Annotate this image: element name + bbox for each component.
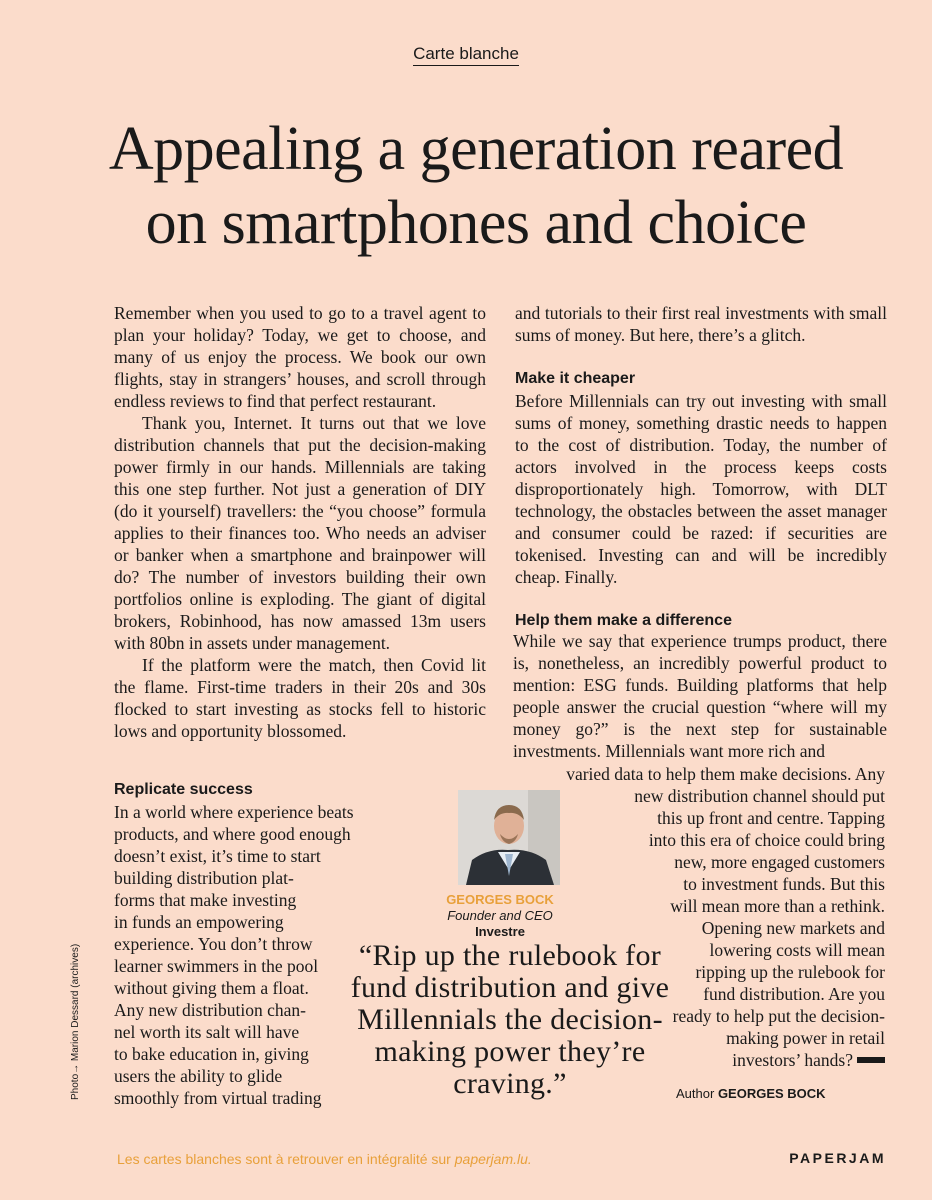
subhead-cheaper: Make it cheaper bbox=[515, 370, 636, 387]
footer-note-text: Les cartes blanches sont à retrouver en intégralité sur bbox=[117, 1151, 451, 1167]
subhead-replicate: Replicate success bbox=[114, 781, 253, 798]
footer-link[interactable]: paperjam.lu. bbox=[454, 1151, 532, 1167]
text-line: products, and where good enough bbox=[114, 824, 351, 844]
column-1 bbox=[114, 302, 486, 742]
text-line: building distribution plat- bbox=[114, 868, 294, 888]
brand-logo: PAPERJAM bbox=[789, 1150, 886, 1166]
portrait-image bbox=[458, 790, 560, 885]
text-line-content: ready to help put the decision- bbox=[672, 1006, 885, 1026]
column-1-wrap-text bbox=[114, 801, 354, 1109]
text-line-content: fund distribution. Are you bbox=[703, 984, 885, 1004]
text-line: to bake education in, giving bbox=[114, 1044, 309, 1064]
subhead-difference: Help them make a difference bbox=[515, 612, 732, 629]
pull-quote: “Rip up the rulebook for fund distribution and give Millennials the decision-making power they’re craving.” bbox=[350, 939, 670, 1100]
author-credit bbox=[676, 1086, 826, 1101]
byline-role: Founder and CEO bbox=[447, 908, 553, 923]
text-line: In a world where experience beats bbox=[114, 802, 354, 822]
author-credit-name: GEORGES BOCK bbox=[717, 1086, 826, 1101]
paragraph-internet: Thank you, Internet. It turns out that we love distribution channels that put the decision-making power firmly in our hands. Millennials are taking this one step further. Not just a generation of DIY (do it yourself) travellers: the “you choose” formula applies to their finances too. Who needs an adviser or banker when a smartphone and brainpower will do? The number of investors building their own portfolios online is exploding. The giant of digital brokers, Robinhood, has now amassed 13m users with 80bn in assets under management. bbox=[114, 413, 486, 653]
column-2 bbox=[515, 302, 887, 632]
text-line: learner swimmers in the pool bbox=[114, 956, 319, 976]
footer-note bbox=[117, 1151, 532, 1167]
text-line-content: new, more engaged customers bbox=[674, 852, 885, 872]
text-line: in funds an empowering bbox=[114, 912, 284, 932]
text-line: experience. You don’t throw bbox=[114, 934, 313, 954]
text-line-content: Opening new markets and bbox=[701, 918, 885, 938]
text-line-content: lowering costs will mean bbox=[709, 940, 885, 960]
byline-company: Investre bbox=[475, 924, 525, 939]
text-line-content: new distribution channel should put bbox=[634, 786, 885, 806]
text-line: nel worth its salt will have bbox=[114, 1022, 300, 1042]
text-line-content: making power in retail bbox=[726, 1028, 885, 1048]
text-line bbox=[500, 763, 885, 785]
text-line-content: will mean more than a rethink. bbox=[670, 896, 885, 916]
text-line: without giving them a float. bbox=[114, 978, 309, 998]
paragraph-esg: While we say that experience trumps product, there is, nonetheless, an incredibly powerful product to mention: ESG funds. Building platforms that help people answer the crucial question “where will my money go?” is the next step for sustainable investments. Millennials want more rich and bbox=[513, 631, 887, 761]
author-portrait bbox=[458, 790, 560, 885]
paragraph-tutorials: and tutorials to their first real investments with small sums of money. But here, there’s a glitch. bbox=[515, 303, 887, 345]
author-credit-prefix: Author bbox=[676, 1086, 715, 1101]
text-line: smoothly from virtual trading bbox=[114, 1088, 322, 1108]
text-line-content: varied data to help them make decisions. Any bbox=[566, 764, 885, 784]
author-byline bbox=[400, 892, 600, 940]
text-line: Any new distribution chan- bbox=[114, 1000, 306, 1020]
end-of-article-mark bbox=[857, 1057, 885, 1063]
photo-credit: Photo→ Marion Dessard (archives) bbox=[70, 943, 81, 1100]
headline-line-2: on smartphones and choice bbox=[145, 189, 807, 257]
text-line-content: ripping up the rulebook for bbox=[695, 962, 885, 982]
section-tag bbox=[0, 44, 932, 64]
paragraph-intro: Remember when you used to go to a travel agent to plan your holiday? Today, we get to choose, and many of us enjoy the process. We book our own flights, stay in strangers’ houses, and scroll through endless reviews to find that perfect restaurant. bbox=[114, 303, 486, 411]
headline-line-1: Appealing a generation reared bbox=[108, 115, 844, 183]
column-2-esg bbox=[513, 630, 887, 762]
text-line-content: this up front and centre. Tapping bbox=[657, 808, 885, 828]
text-line-content: to investment funds. But this bbox=[683, 874, 885, 894]
paragraph-covid: If the platform were the match, then Covid lit the flame. First-time traders in their 20s and 30s flocked to start investing as stocks fell to historic lows and opportunity blossomed. bbox=[114, 655, 486, 741]
byline-name: GEORGES BOCK bbox=[446, 892, 554, 907]
text-line-content: investors’ hands? bbox=[732, 1050, 853, 1070]
text-line-content: into this era of choice could bring bbox=[648, 830, 885, 850]
text-line: users the ability to glide bbox=[114, 1066, 283, 1086]
text-line: doesn’t exist, it’s time to start bbox=[114, 846, 321, 866]
section-tag-label: Carte blanche bbox=[413, 44, 519, 66]
paragraph-cheaper: Before Millennials can try out investing with small sums of money, something drastic needs to happen to the cost of distribution. Today, the number of actors involved in the process keeps costs disproportionately high. Tomorrow, with DLT technology, the obstacles between the asset manager and consumer could be razed: if securities are tokenised. Investing can and will be incredibly cheap. Finally. bbox=[515, 391, 887, 587]
headline bbox=[60, 112, 892, 260]
text-line: forms that make investing bbox=[114, 890, 297, 910]
